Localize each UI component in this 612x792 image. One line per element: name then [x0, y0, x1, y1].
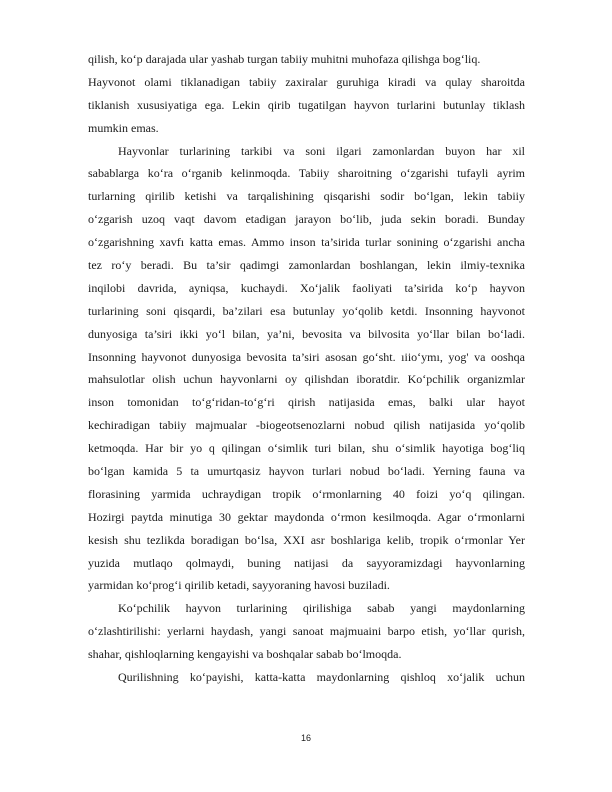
text-line: qilish, ko‘p darajada ular yashab turgan tabiiy muhitni muhofaza qilishga bog‘liq. — [88, 52, 481, 66]
text-line: o‘zlashtirilishi: yerlarni haydash, yangi sanoat majmuaini barpo etish, yo‘llar qurish, — [88, 624, 525, 639]
text-line: yarmidan ko‘prog‘i qirilib ketadi, sayyoraning havosi buziladi. — [88, 578, 390, 593]
text-line: dunyosiga ta’siri ikki yo‘l bilan, ya’ni, bevosita va bilvosita yo‘llar bilan bo‘ladi. — [88, 326, 525, 341]
text-line: kesish shu tezlikda boradigan bo‘lsa, XXI asr boshlariga kelib, tropik o‘rmonlar Yer — [88, 532, 525, 547]
body-text — [88, 48, 525, 689]
text-line: o‘zgarish uzoq vaqt davom etadigan jarayon bo‘lib, juda sekin boradi. Bunday — [88, 212, 525, 227]
text-line: Qurilishning ko‘payishi, katta-katta maydonlarning qishloq xo‘jalik uchun — [118, 670, 525, 685]
page-number: 16 — [300, 733, 311, 743]
text-line: tiklanish xususiyatiga ega. Lekin qirib tugatilgan hayvon turlarini butunlay tiklash — [88, 97, 525, 112]
text-line: Hozirgi paytda minutiga 30 gektar maydonda o‘rmon kesilmoqda. Agar o‘rmonlarni — [88, 509, 525, 524]
text-line: Hayvonlar turlarining tarkibi va soni ilgari zamonlardan buyon har xil — [118, 143, 525, 158]
text-line: inqilobi davrida, ayniqsa, kuchaydi. Xo‘jalik faoliyati ta’sirida ko‘p hayvon — [88, 280, 525, 295]
text-line: mumkin emas. — [88, 120, 159, 135]
text-line: kechiradigan tabiiy majmualar -biogeotsenozlarni nobud qilish natijasida yo‘qolib — [88, 418, 525, 433]
text-line: yuzida mutlaqo qolmaydi, buning natijasi da sayyoramizdagi hayvonlarning — [88, 555, 525, 570]
text-line: Ko‘pchilik hayvon turlarining qirilishiga sabab yangi maydonlarning — [118, 601, 525, 616]
text-line: o‘zgarishning xavfı katta emas. Ammo inson ta’sirida turlar sonining o‘zgarishi ancha — [88, 235, 525, 250]
text-line: Hayvonot olami tiklanadigan tabiiy zaxiralar guruhiga kiradi va qulay sharoitda — [88, 74, 525, 89]
text-line: florasining yarmida uchraydigan tropik o‘rmonlarning 40 foizi yo‘q qilingan. — [88, 486, 525, 501]
text-line: ketmoqda. Har bir yo q qilingan o‘simlik turi bilan, shu o‘simlik hayotiga bog‘liq — [88, 441, 525, 456]
text-line: inson tomonidan to‘g‘ridan-to‘g‘ri qirish natijasida emas, balki ular hayot — [88, 395, 525, 410]
text-line: mahsulotlar olish uchun hayvonlarni oy qilishdan iboratdir. Ko‘pchilik organizmlar — [88, 372, 525, 387]
text-line: turlarining soni qisqardi, ba’zilari esa butunlay yo‘qolib ketdi. Insonning hayvonot — [88, 303, 525, 318]
text-line: sabablarga ko‘ra o‘rganib kelinmoqda. Tabiiy sharoitning o‘zgarishi tufayli ayrim — [88, 166, 525, 181]
text-line: bo‘lgan kamida 5 ta umurtqasiz hayvon turlari nobud bo‘ladi. Yerning fauna va — [88, 464, 525, 479]
text-line: turlarning qirilib ketishi va tarqalishining qisqarishi sodir bo‘lgan, lekin tabiiy — [88, 189, 525, 204]
text-line: tez ro‘y beradi. Bu ta’sir qadimgi zamonlardan boshlangan, lekin ilmiy-texnika — [88, 258, 525, 273]
text-line: Insonning hayvonot dunyosiga bevosita ta’siri asosan go‘sht. ıiio‘ymı, yog' va ooshqa — [88, 349, 525, 364]
text-line: shahar, qishloqlarning kengayishi va boshqalar sabab bo‘lmoqda. — [88, 647, 402, 662]
